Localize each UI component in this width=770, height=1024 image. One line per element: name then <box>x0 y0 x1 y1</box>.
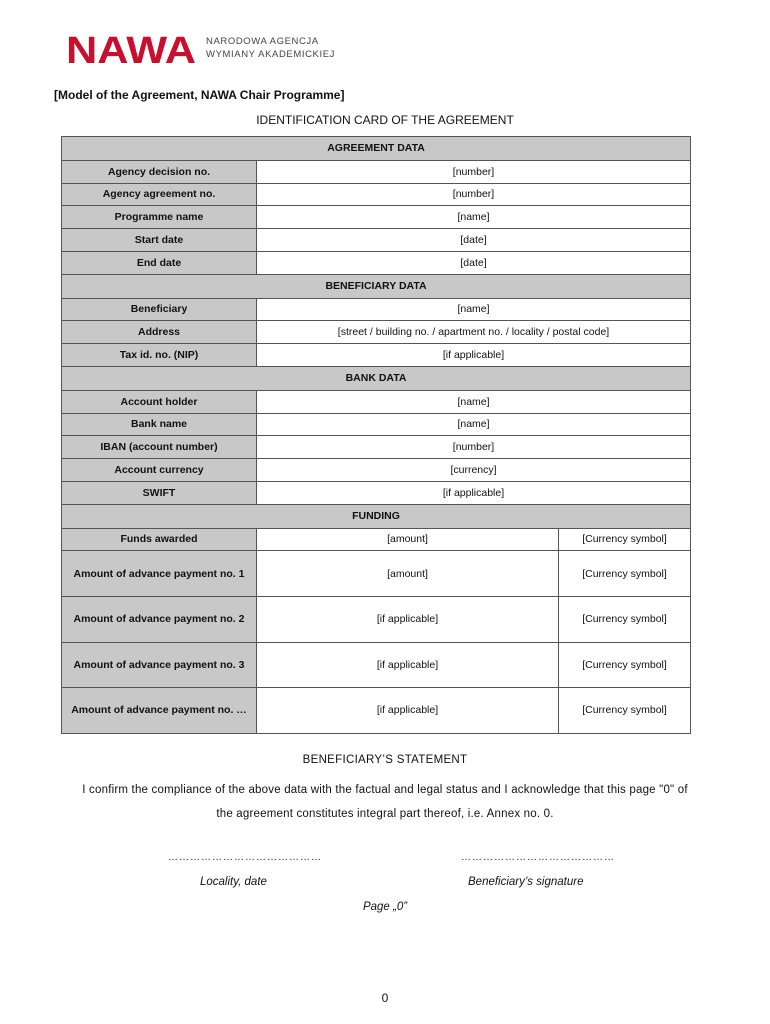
row-label: Programme name <box>62 206 257 229</box>
table-row <box>62 344 691 367</box>
beneficiary-signature-line: …………………………………… <box>461 852 615 863</box>
row-value: [if applicable] <box>257 642 559 688</box>
section-header-beneficiary-data: BENEFICIARY DATA <box>62 274 691 298</box>
row-value: [date] <box>257 251 691 274</box>
row-label: Agency decision no. <box>62 160 257 183</box>
table-row <box>62 459 691 482</box>
page-number: 0 <box>381 991 389 1005</box>
row-value: [name] <box>257 206 691 229</box>
locality-signature-line: …………………………………… <box>168 852 322 863</box>
row-value: [number] <box>257 436 691 459</box>
model-title: [Model of the Agreement, NAWA Chair Programme] <box>54 88 345 102</box>
nawa-logo-wordmark <box>66 30 198 66</box>
row-value: [street / building no. / apartment no. / locality / postal code] <box>257 321 691 344</box>
section-header-bank-data: BANK DATA <box>62 366 691 390</box>
row-label: Beneficiary <box>62 298 257 321</box>
identification-card-table <box>61 136 691 734</box>
beneficiary-signature-label: Beneficiary’s signature <box>468 876 584 888</box>
row-label: Bank name <box>62 413 257 436</box>
row-label: Amount of advance payment no. 2 <box>62 596 257 642</box>
section-header-funding: FUNDING <box>62 504 691 528</box>
row-label: Amount of advance payment no. 3 <box>62 642 257 688</box>
row-currency: [Currency symbol] <box>559 688 691 734</box>
row-value: [number] <box>257 160 691 183</box>
row-label: Address <box>62 321 257 344</box>
row-currency: [Currency symbol] <box>559 528 691 551</box>
table-row <box>62 321 691 344</box>
table-row <box>62 160 691 183</box>
nawa-logo <box>66 28 335 68</box>
table-row <box>62 528 691 551</box>
locality-date-label: Locality, date <box>200 876 267 888</box>
statement-title: BENEFICIARY’S STATEMENT <box>302 754 468 766</box>
row-value: [if applicable] <box>257 596 559 642</box>
row-label: Start date <box>62 229 257 252</box>
table-row <box>62 229 691 252</box>
row-value: [if applicable] <box>257 688 559 734</box>
row-label: Tax id. no. (NIP) <box>62 344 257 367</box>
table-row <box>62 551 691 597</box>
row-value: [amount] <box>257 528 559 551</box>
table-row <box>62 183 691 206</box>
table-row <box>62 206 691 229</box>
logo-line-2: WYMIANY AKADEMICKIEJ <box>206 49 336 60</box>
table-row <box>62 390 691 413</box>
row-value: [date] <box>257 229 691 252</box>
table-row <box>62 251 691 274</box>
row-value: [amount] <box>257 551 559 597</box>
table-row <box>62 298 691 321</box>
row-value: [if applicable] <box>257 481 691 504</box>
svg-text:NAWA: NAWA <box>66 30 196 66</box>
row-value: [name] <box>257 413 691 436</box>
table-row <box>62 481 691 504</box>
table-row <box>62 688 691 734</box>
row-label: Agency agreement no. <box>62 183 257 206</box>
row-currency: [Currency symbol] <box>559 596 691 642</box>
table-row <box>62 596 691 642</box>
row-currency: [Currency symbol] <box>559 551 691 597</box>
row-value: [if applicable] <box>257 344 691 367</box>
logo-agency-name <box>206 35 335 61</box>
section-header-agreement-data: AGREEMENT DATA <box>62 137 691 161</box>
table-row <box>62 436 691 459</box>
row-label: Account currency <box>62 459 257 482</box>
row-label: SWIFT <box>62 481 257 504</box>
card-title: IDENTIFICATION CARD OF THE AGREEMENT <box>256 113 514 127</box>
row-label: Funds awarded <box>62 528 257 551</box>
row-value: [name] <box>257 390 691 413</box>
table-row <box>62 642 691 688</box>
row-value: [number] <box>257 183 691 206</box>
row-label: End date <box>62 251 257 274</box>
logo-line-1: NARODOWA AGENCJA <box>206 36 319 47</box>
row-label: Amount of advance payment no. … <box>62 688 257 734</box>
row-label: IBAN (account number) <box>62 436 257 459</box>
row-currency: [Currency symbol] <box>559 642 691 688</box>
row-value: [name] <box>257 298 691 321</box>
row-value: [currency] <box>257 459 691 482</box>
page-label: Page „0” <box>362 901 408 913</box>
statement-text: I confirm the compliance of the above data with the factual and legal status and I acknowledge that this page "0" of the agreement constitutes integral part thereof, i.e. Annex no. 0. <box>82 784 688 820</box>
row-label: Account holder <box>62 390 257 413</box>
table-row <box>62 413 691 436</box>
row-label: Amount of advance payment no. 1 <box>62 551 257 597</box>
